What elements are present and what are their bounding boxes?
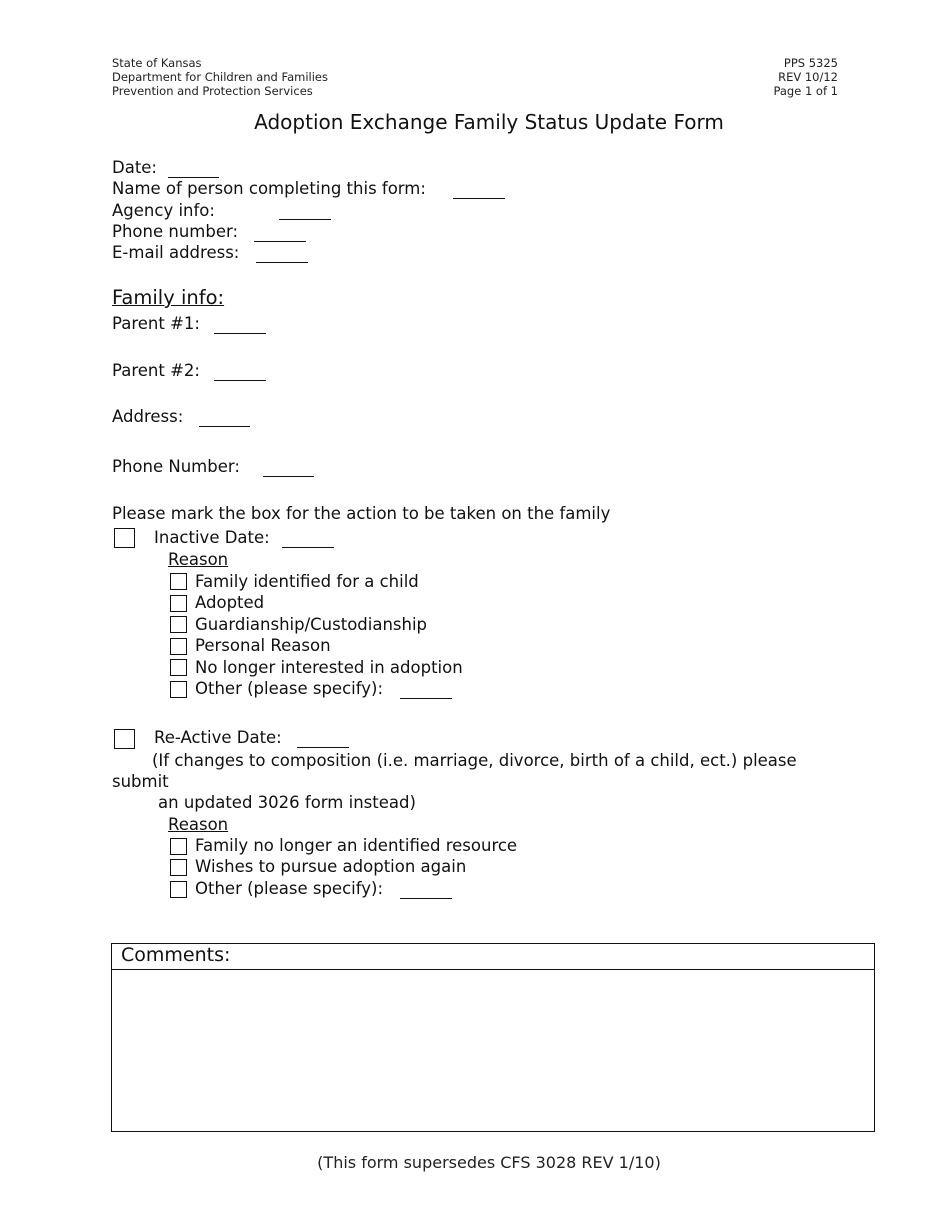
reason-checkbox-family-identified[interactable] (170, 573, 187, 590)
reactive-note-line1: (If changes to composition (i.e. marriage, divorce, birth of a child, ect.) please (152, 751, 797, 770)
parent1-label: Parent #1: (112, 314, 200, 333)
reason-label-guardianship: Guardianship/Custodianship (195, 615, 428, 634)
agency-info-field[interactable] (279, 219, 331, 220)
completer-name-label: Name of person completing this form: (112, 179, 426, 198)
parent2-label: Parent #2: (112, 361, 200, 380)
reason-label-personal: Personal Reason (195, 636, 331, 655)
reason-label-reactive-other: Other (please specify): (195, 879, 384, 898)
page-title: Adoption Exchange Family Status Update Form (254, 110, 724, 134)
parent2-field[interactable] (214, 380, 266, 381)
supersedes-note: (This form supersedes CFS 3028 REV 1/10) (317, 1153, 661, 1172)
reason-label-no-longer-resource: Family no longer an identified resource (195, 836, 518, 855)
address-field[interactable] (199, 426, 250, 427)
date-label: Date: (112, 158, 157, 177)
action-instruction: Please mark the box for the action to be taken on the family (112, 504, 611, 523)
inactive-checkbox[interactable] (114, 528, 135, 548)
inactive-date-label: Inactive Date: (154, 528, 270, 547)
inactive-other-field[interactable] (400, 698, 452, 699)
parent1-field[interactable] (214, 333, 266, 334)
date-field[interactable] (168, 177, 219, 178)
header-division: Prevention and Protection Services (112, 84, 313, 98)
email-field[interactable] (256, 262, 308, 263)
reactive-note-line3: an updated 3026 form instead) (158, 793, 416, 812)
phone-number-label: Phone number: (112, 222, 239, 241)
reactive-reason-heading: Reason (168, 815, 229, 834)
header-department: Department for Children and Families (112, 70, 328, 84)
reactive-date-field[interactable] (297, 747, 349, 748)
reason-checkbox-not-interested[interactable] (170, 659, 187, 676)
header-state: State of Kansas (112, 56, 202, 70)
agency-header-left (112, 56, 328, 98)
agency-info-label: Agency info: (112, 201, 215, 220)
reason-checkbox-no-longer-resource[interactable] (170, 838, 187, 855)
reactive-note-line2: submit (112, 772, 169, 791)
inactive-reason-heading: Reason (168, 550, 229, 569)
address-label: Address: (112, 407, 184, 426)
comments-textarea[interactable] (112, 970, 874, 1131)
family-phone-field[interactable] (263, 476, 314, 477)
comments-label: Comments: (121, 944, 231, 966)
reason-label-family-identified: Family identified for a child (195, 572, 419, 591)
reason-label-adopted: Adopted (195, 593, 265, 612)
inactive-date-field[interactable] (282, 547, 334, 548)
reactive-other-field[interactable] (400, 898, 452, 899)
reason-checkbox-personal[interactable] (170, 638, 187, 655)
reason-checkbox-pursue-again[interactable] (170, 859, 187, 876)
reason-label-inactive-other: Other (please specify): (195, 679, 384, 698)
phone-number-field[interactable] (254, 241, 306, 242)
family-phone-label: Phone Number: (112, 457, 240, 476)
form-id-header-right (773, 56, 838, 98)
page-number: Page 1 of 1 (773, 84, 838, 98)
comments-box (111, 943, 875, 1132)
comments-header (112, 944, 874, 970)
email-label: E-mail address: (112, 243, 240, 262)
completer-name-field[interactable] (453, 198, 505, 199)
reason-checkbox-inactive-other[interactable] (170, 681, 187, 698)
reason-checkbox-guardianship[interactable] (170, 616, 187, 633)
reactive-date-label: Re-Active Date: (154, 728, 282, 747)
reason-label-pursue-again: Wishes to pursue adoption again (195, 857, 467, 876)
reactive-checkbox[interactable] (114, 729, 135, 749)
reason-checkbox-reactive-other[interactable] (170, 881, 187, 898)
reason-label-not-interested: No longer interested in adoption (195, 658, 463, 677)
family-info-heading: Family info: (112, 286, 225, 309)
form-number: PPS 5325 (783, 56, 838, 70)
form-revision: REV 10/12 (778, 70, 838, 84)
reason-checkbox-adopted[interactable] (170, 595, 187, 612)
